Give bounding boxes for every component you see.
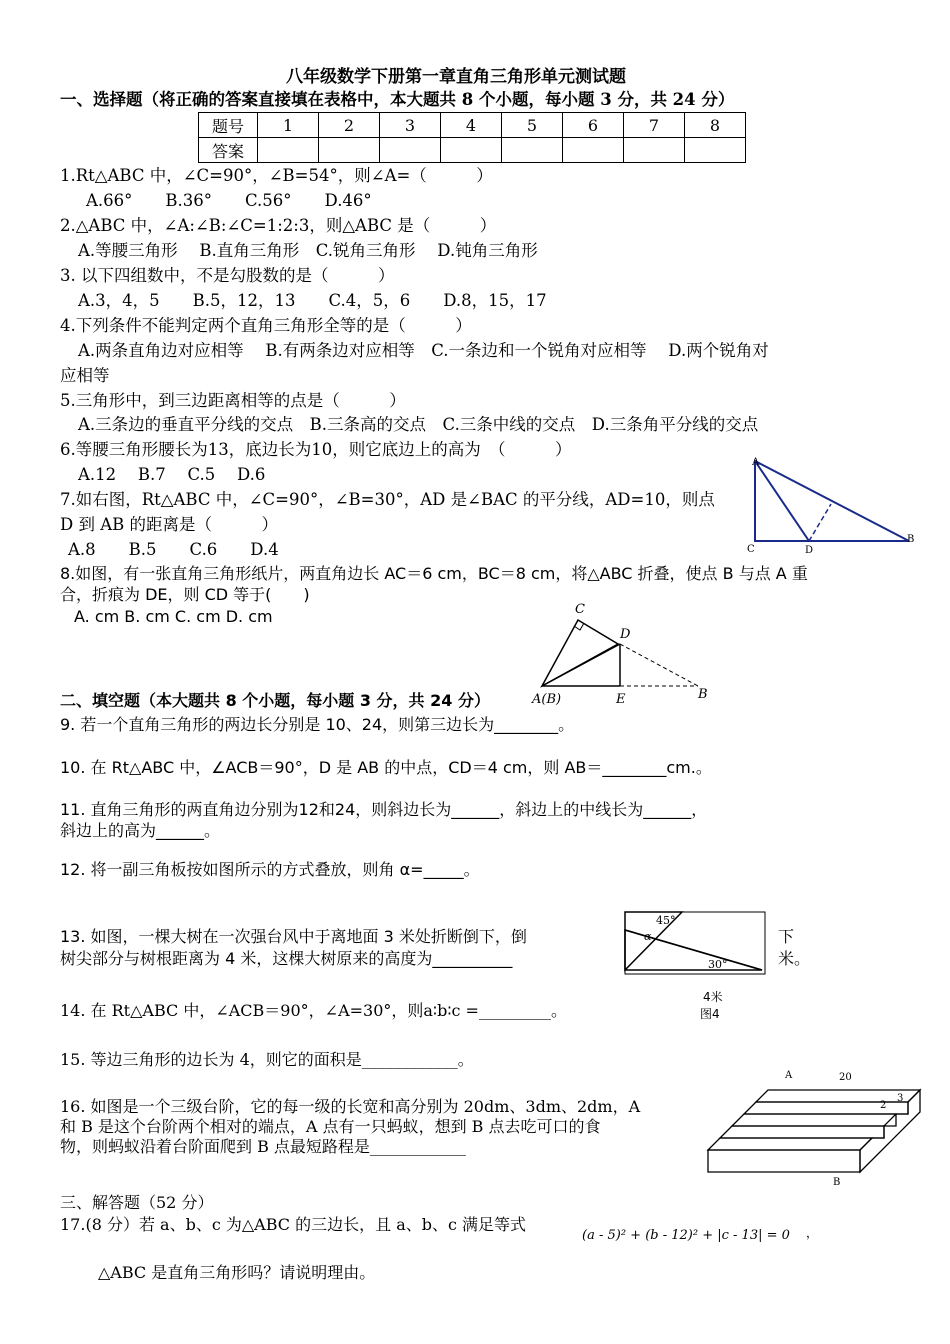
- question-7-cont: D 到 AB 的距离是（ ）: [60, 515, 279, 534]
- fig8-label-b: B: [698, 687, 708, 702]
- question-8-cont: 合，折痕为 DE，则 CD 等于( ): [60, 585, 310, 604]
- fig7-label-d: D: [805, 545, 814, 556]
- question-16-cont-2: 物，则蚂蚁沿着台阶面爬到 B 点最短路程是____________: [60, 1137, 466, 1156]
- question-7: 7.如右图，Rt△ABC 中，∠C=90°，∠B=30°，AD 是∠BAC 的平分线，AD=10，则点: [60, 490, 715, 509]
- answer-cell-3[interactable]: [380, 138, 441, 163]
- question-16-cont: 和 B 是这个台阶两个相对的端点，A 点有一只蚂蚁，想到 B 点去吃可口的食: [60, 1117, 601, 1136]
- fig16-label-b: B: [833, 1177, 841, 1188]
- fig16-label-width: 3: [897, 1093, 904, 1104]
- question-6: 6.等腰三角形腰长为13，底边长为10，则它底边上的高为 （ ）: [60, 440, 572, 459]
- question-11-cont: 斜边上的高为______。: [60, 821, 221, 840]
- question-4: 4.下列条件不能判定两个直角三角形全等的是（ ）: [60, 316, 472, 335]
- question-11: 11. 直角三角形的两直角边分别为12和24，则斜边长为______，斜边上的中线长为______，: [60, 800, 708, 819]
- question-4-options-cont: 应相等: [60, 366, 110, 385]
- fig13-caption-distance: 4米: [703, 990, 723, 1004]
- question-3: 3. 以下四组数中，不是勾股数的是（ ）: [60, 266, 395, 285]
- question-14: 14. 在 Rt△ABC 中，∠ACB＝90°，∠A=30°，则a∶b∶c =_________。: [60, 1001, 567, 1020]
- page-title: 八年级数学下册第一章直角三角形单元测试题: [286, 67, 626, 87]
- fig7-label-b: B: [907, 534, 915, 545]
- fig8-label-e: E: [616, 692, 626, 707]
- section-1-heading: 一、选择题（将正确的答案直接填在表格中，本大题共 8 个小题，每小题 3 分，共 24 分）: [60, 90, 735, 109]
- question-13-cont: 树尖部分与树根距离为 4 米，这棵大树原来的高度为__________: [60, 949, 513, 968]
- table-number: 6: [563, 113, 624, 138]
- question-8-options: A. cm B. cm C. cm D. cm: [74, 607, 273, 626]
- answer-cell-7[interactable]: [624, 138, 685, 163]
- question-9: 9. 若一个直角三角形的两边长分别是 10、24，则第三边长为________。: [60, 715, 575, 734]
- answer-table: [198, 112, 746, 163]
- question-1: 1.Rt△ABC 中，∠C=90°，∠B=54°，则∠A=（ ）: [60, 166, 493, 185]
- question-6-options: A.12 B.7 C.5 D.6: [78, 465, 266, 484]
- table-number: 3: [380, 113, 441, 138]
- table-row-label: 答案: [199, 138, 258, 163]
- question-3-options: A.3，4，5 B.5，12，13 C.4，5，6 D.8，15，17: [78, 291, 547, 310]
- table-number: 1: [258, 113, 319, 138]
- answer-cell-6[interactable]: [563, 138, 624, 163]
- figure-q16-staircase: [700, 1068, 930, 1188]
- question-2: 2.△ABC 中，∠A:∠B:∠C=1:2:3，则△ABC 是（ ）: [60, 216, 497, 235]
- answer-cell-1[interactable]: [258, 138, 319, 163]
- table-number: 8: [685, 113, 746, 138]
- fig8-label-c: C: [575, 602, 585, 617]
- question-17-formula: (a - 5)² + (b - 12)² + |c - 13| = 0: [582, 1228, 790, 1243]
- fig16-label-length: 20: [839, 1072, 852, 1083]
- fig16-label-height: 2: [880, 1100, 887, 1111]
- question-13-tail-2: 米。: [778, 949, 811, 968]
- answer-cell-2[interactable]: [319, 138, 380, 163]
- fig16-label-a: A: [785, 1070, 793, 1081]
- fig8-label-d: D: [620, 627, 631, 642]
- answer-table-answer-row: [199, 138, 746, 163]
- fig12-angle-45: 45°: [656, 914, 676, 927]
- question-2-options: A.等腰三角形 B.直角三角形 C.锐角三角形 D.钝角三角形: [78, 241, 538, 260]
- question-13-tail: 下: [778, 927, 795, 946]
- question-10: 10. 在 Rt△ABC 中，∠ACB＝90°，D 是 AB 的中点，CD＝4 cm，则 AB＝________cm.。: [60, 758, 712, 777]
- question-4-options: A.两条直角边对应相等 B.有两条边对应相等 C.一条边和一个锐角对应相等 D.两个锐角对: [78, 341, 769, 360]
- table-row-label: 题号: [199, 113, 258, 138]
- figure-q8-folded-triangle: [530, 598, 720, 708]
- table-number: 7: [624, 113, 685, 138]
- question-17: 17.(8 分）若 a、b、c 为△ABC 的三边长，且 a、b、c 满足等式: [60, 1215, 527, 1234]
- fig12-alpha: α: [644, 930, 652, 943]
- question-12: 12. 将一副三角板按如图所示的方式叠放，则角 α=_____。: [60, 860, 480, 879]
- section-2-heading: 二、填空题（本大题共 8 个小题，每小题 3 分，共 24 分）: [60, 691, 490, 710]
- question-13: 13. 如图，一棵大树在一次强台风中于离地面 3 米处折断倒下，倒: [60, 927, 527, 946]
- table-number: 2: [319, 113, 380, 138]
- question-5: 5.三角形中，到三边距离相等的点是（ ）: [60, 391, 406, 410]
- fig7-label-c: C: [747, 544, 755, 555]
- question-17-formula-tail: ，: [806, 1226, 819, 1240]
- answer-cell-8[interactable]: [685, 138, 746, 163]
- answer-table-header-row: [199, 113, 746, 138]
- question-7-options: A.8 B.5 C.6 D.4: [68, 540, 279, 559]
- question-17-cont: △ABC 是直角三角形吗？请说明理由。: [98, 1263, 376, 1282]
- answer-cell-5[interactable]: [502, 138, 563, 163]
- table-number: 4: [441, 113, 502, 138]
- answer-cell-4[interactable]: [441, 138, 502, 163]
- figure-q7-triangle: [745, 455, 925, 555]
- fig7-label-a: A: [752, 457, 760, 468]
- question-1-options: A.66° B.36° C.56° D.46°: [86, 191, 372, 210]
- fig8-label-a: A(B): [532, 692, 562, 707]
- figure-q12-set-squares: [622, 908, 772, 978]
- fig13-caption-number: 图4: [700, 1007, 720, 1021]
- question-5-options: A.三条边的垂直平分线的交点 B.三条高的交点 C.三条中线的交点 D.三条角平分线的交点: [78, 415, 759, 434]
- question-8: 8.如图，有一张直角三角形纸片，两直角边长 AC＝6 cm，BC＝8 cm，将△ABC 折叠，使点 B 与点 A 重: [60, 564, 808, 583]
- table-number: 5: [502, 113, 563, 138]
- question-15: 15. 等边三角形的边长为 4，则它的面积是____________。: [60, 1050, 474, 1069]
- fig12-angle-30: 30°: [708, 958, 728, 971]
- question-16: 16. 如图是一个三级台阶，它的每一级的长宽和高分别为 20dm、3dm、2dm，A: [60, 1097, 641, 1116]
- section-3-heading: 三、解答题（52 分）: [60, 1193, 214, 1212]
